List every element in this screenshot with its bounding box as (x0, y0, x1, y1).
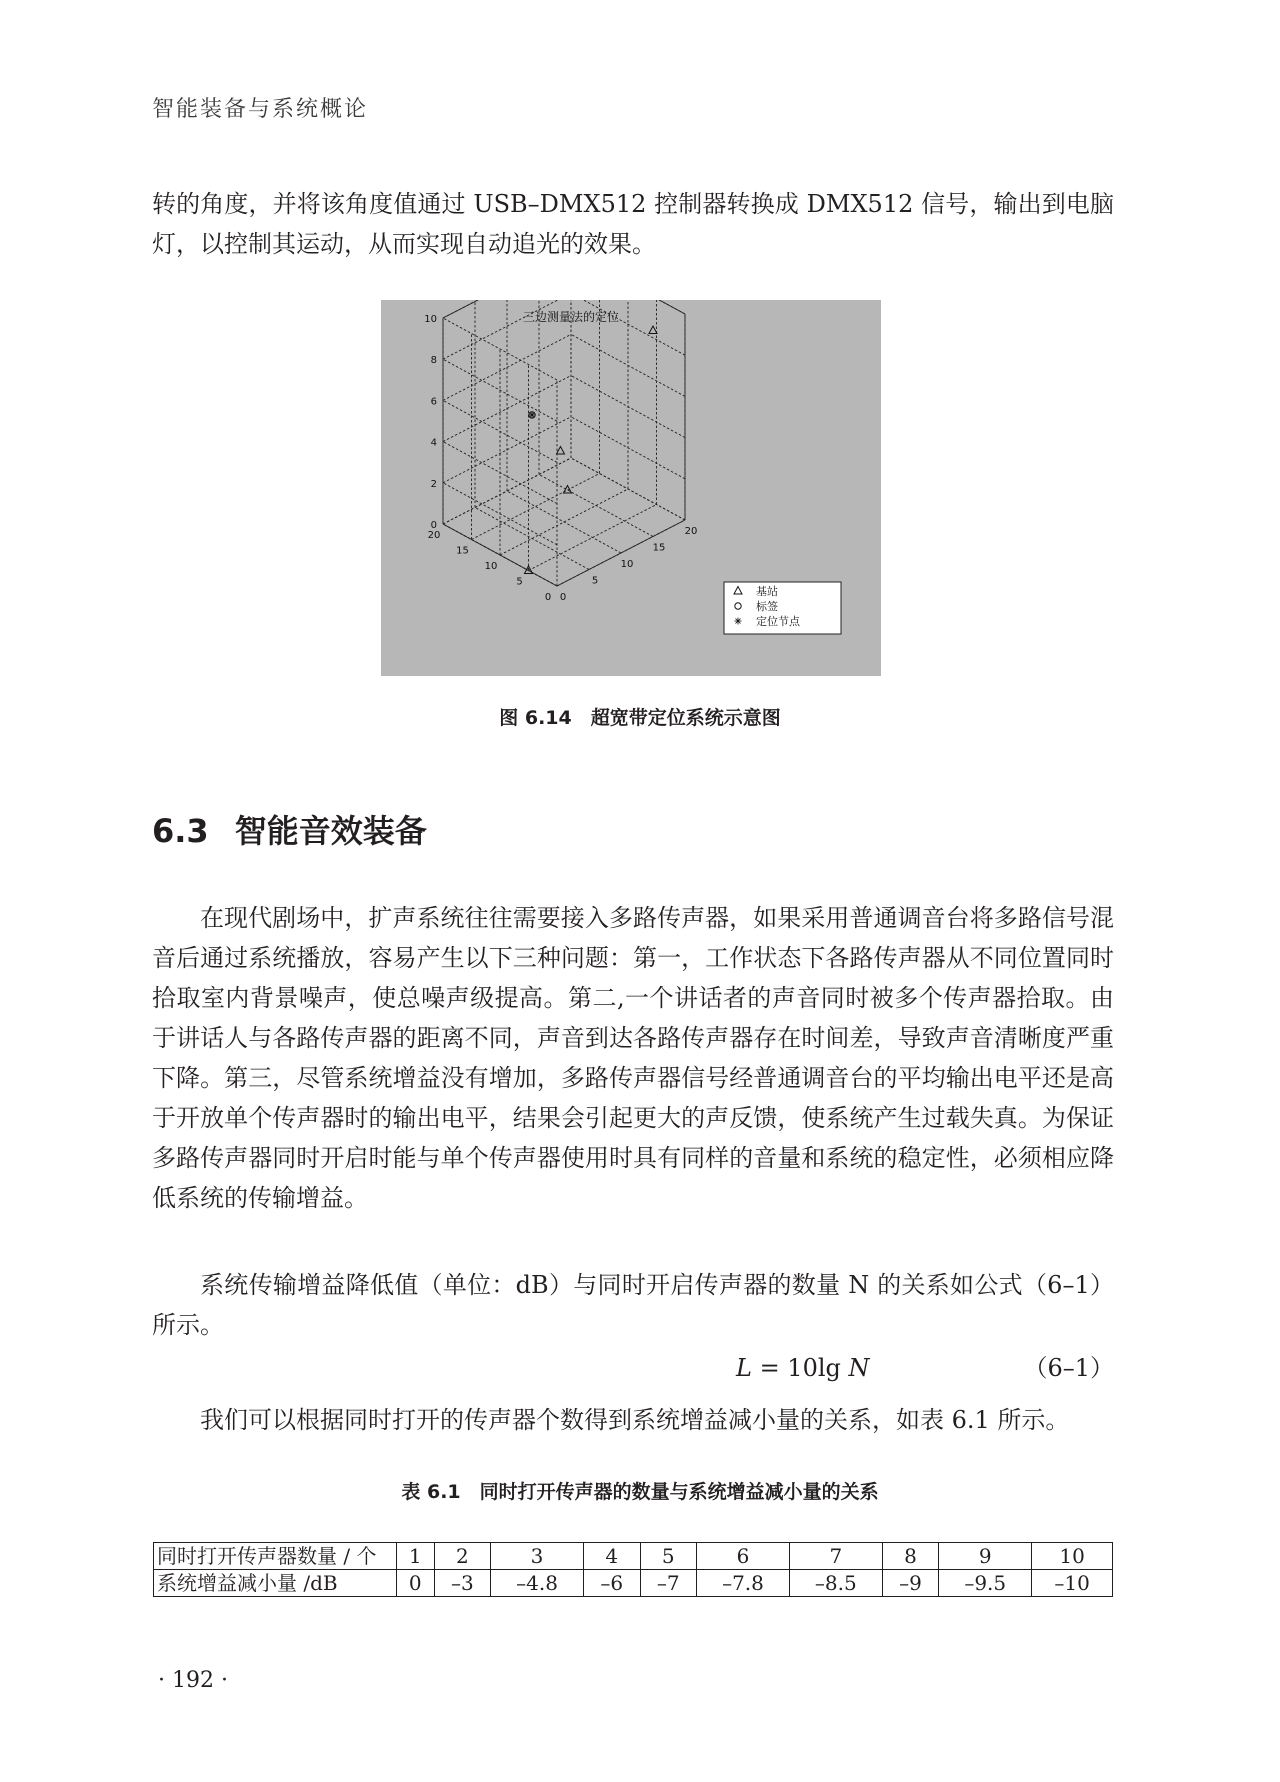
table-row (154, 1543, 1113, 1570)
z-tick-label: 2 (430, 478, 437, 490)
body-paragraph-1: 在现代剧场中，扩声系统往往需要接入多路传声器，如果采用普通调音台将多路信号混音后通过系统播放，容易产生以下三种问题：第一，工作状态下各路传声器从不同位置同时拾取室内背景噪声，使总噪声级提高。第二,一个讲话者的声音同时被多个传声器拾取。由于讲话人与各路传声器的距离不同，声音到达各路传声器存在时间差，导致声音清晰度严重下降。第三，尽管系统增益没有增加，多路传声器信号经普通调音台的平均输出电平还是高于开放单个传声器时的输出电平，结果会引起更大的声反馈，使系统产生过载失真。为保证多路传声器同时开启时能与单个传声器使用时具有同样的音量和系统的稳定性，必须相应降低系统的传输增益。 (152, 904, 1114, 1212)
equation-tag: （6–1） (1023, 1354, 1114, 1382)
section-number: 6.3 (152, 812, 209, 850)
x-tick-label: 5 (591, 575, 599, 587)
table-cell: 9 (939, 1543, 1032, 1570)
table-cell: 8 (882, 1543, 939, 1570)
table-cell: 1 (397, 1543, 435, 1570)
x-tick-label: 20 (684, 526, 698, 537)
z-tick-label: 4 (430, 437, 437, 449)
x-tick-label: 15 (652, 542, 666, 554)
y-tick-label: 0 (544, 592, 552, 603)
table-cell: 2 (434, 1543, 491, 1570)
point-star (529, 411, 536, 418)
point-triangle (649, 326, 657, 334)
legend-label: 定位节点 (756, 615, 800, 628)
y-tick-label: 20 (427, 530, 441, 541)
body-paragraph-3: 我们可以根据同时打开的传声器个数得到系统增益减小量的关系，如表 6.1 所示。 (200, 1406, 1070, 1434)
equation-var: N (840, 1354, 870, 1382)
table-cell: 6 (697, 1543, 790, 1570)
y-tick-label: 10 (484, 561, 498, 572)
z-tick-label: 6 (430, 396, 437, 408)
x-tick-label: 0 (559, 592, 567, 603)
chart-marks (525, 326, 658, 574)
table-row (154, 1570, 1113, 1597)
table-cell: 4 (583, 1543, 640, 1570)
equation-func: lg (817, 1354, 841, 1382)
grid-line (500, 489, 628, 555)
chart-legend (724, 582, 841, 634)
grid-line (571, 458, 685, 520)
equation-equals: = 10 (751, 1354, 818, 1382)
table-cell: 3 (491, 1543, 584, 1570)
legend-label: 基站 (756, 585, 778, 598)
table-cell: –6 (583, 1570, 640, 1597)
table-cell: –4.8 (491, 1570, 584, 1597)
table-caption: 表 6.1 同时打开传声器的数量与系统增益减小量的关系 (401, 1481, 879, 1503)
table-row-header: 系统增益减小量 /dB (154, 1570, 397, 1597)
grid-line (529, 505, 657, 571)
grid-line (472, 474, 600, 540)
legend-marker-star (735, 618, 742, 625)
table-cell: 7 (789, 1543, 882, 1570)
table-cell: –9.5 (939, 1570, 1032, 1597)
point-triangle (557, 447, 565, 455)
page-number: · 192 · (158, 1668, 228, 1693)
x-tick-label: 10 (620, 559, 634, 570)
y-tick-label: 5 (516, 576, 523, 588)
z-tick-label: 10 (424, 314, 437, 325)
table-cell: 0 (397, 1570, 435, 1597)
table-cell: –10 (1032, 1570, 1113, 1597)
figure-trilateration-chart (381, 300, 881, 676)
section-heading (152, 806, 427, 852)
chart-svg (381, 300, 881, 676)
chart-title: 三边测量法的定位 (522, 310, 620, 324)
legend-label: 标签 (756, 600, 778, 613)
table-6-1 (153, 1542, 1113, 1597)
y-tick-label: 15 (456, 545, 469, 557)
table-cell: –3 (434, 1570, 491, 1597)
table-cell: –7.8 (697, 1570, 790, 1597)
running-head: 智能装备与系统概论 (152, 97, 369, 122)
z-tick-label: 0 (430, 520, 437, 531)
table-cell: 10 (1032, 1543, 1113, 1570)
table-row-header: 同时打开传声器数量 / 个 (154, 1543, 397, 1570)
body-paragraph-2: 系统传输增益降低值（单位：dB）与同时开启传声器的数量 N 的关系如公式（6–1）所示。 (152, 1271, 1114, 1339)
table-cell: 5 (640, 1543, 697, 1570)
equation-lhs: L (736, 1354, 752, 1382)
table-cell: –8.5 (789, 1570, 882, 1597)
chart-grid (443, 300, 685, 586)
table-cell: –9 (882, 1570, 939, 1597)
table-cell: –7 (640, 1570, 697, 1597)
equation-6-1 (152, 1348, 1114, 1388)
section-title: 智能音效装备 (234, 812, 427, 850)
intro-paragraph: 转的角度，并将该角度值通过 USB–DMX512 控制器转换成 DMX512 信号，输出到电脑灯，以控制其运动，从而实现自动追光的效果。 (152, 190, 1114, 258)
equation-expression (736, 1348, 870, 1388)
figure-caption: 图 6.14 超宽带定位系统示意图 (499, 707, 781, 729)
axis-line-x (557, 520, 685, 586)
z-tick-label: 8 (430, 355, 437, 367)
